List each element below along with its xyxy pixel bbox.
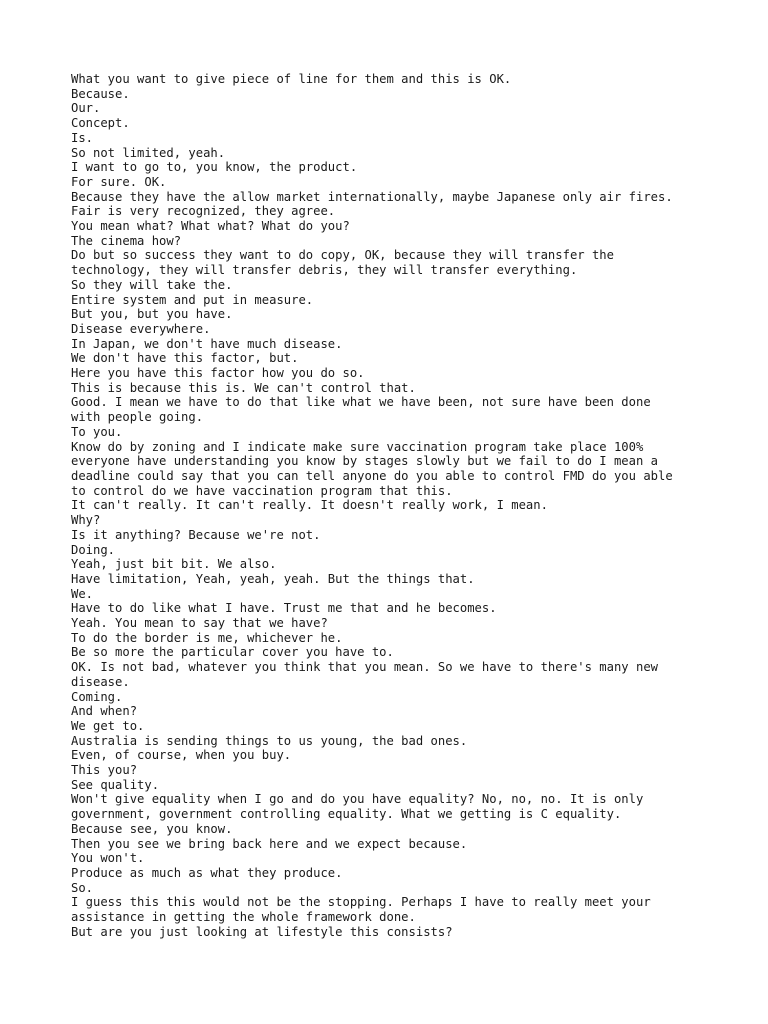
transcript-line: See quality. bbox=[71, 777, 160, 792]
transcript-line: Know do by zoning and I indicate make sure vaccination program take place 100% bbox=[71, 439, 644, 454]
transcript-line: Is it anything? Because we're not. bbox=[71, 527, 321, 542]
transcript-line: Produce as much as what they produce. bbox=[71, 865, 343, 880]
transcript-line: The cinema how? bbox=[71, 233, 182, 248]
transcript-line: But you, but you have. bbox=[71, 307, 233, 322]
transcript-line: So. bbox=[71, 880, 94, 895]
transcript-line: Yeah, just bit bit. We also. bbox=[71, 557, 277, 572]
transcript-line: with people going. bbox=[71, 410, 204, 425]
transcript-line: to control do we have vaccination program that this. bbox=[71, 483, 453, 498]
transcript-line: To do the border is me, whichever he. bbox=[71, 630, 343, 645]
transcript-line: Even, of course, when you buy. bbox=[71, 748, 292, 763]
transcript-line: Have to do like what I have. Trust me that and he becomes. bbox=[71, 601, 497, 616]
transcript-line: deadline could say that you can tell anyone do you able to control FMD do you able bbox=[71, 468, 673, 483]
transcript-line: Is. bbox=[71, 130, 94, 145]
transcript-line: You mean what? What what? What do you? bbox=[71, 219, 350, 234]
transcript-text bbox=[71, 72, 711, 939]
transcript-line: In Japan, we don't have much disease. bbox=[71, 336, 343, 351]
transcript-line: But are you just looking at lifestyle this consists? bbox=[71, 924, 453, 939]
transcript-line: We don't have this factor, but. bbox=[71, 351, 299, 366]
transcript-line: We get to. bbox=[71, 718, 145, 733]
transcript-line: It can't really. It can't really. It doesn't really work, I mean. bbox=[71, 498, 548, 513]
transcript-line: I want to go to, you know, the product. bbox=[71, 160, 358, 175]
transcript-line: This you? bbox=[71, 763, 138, 778]
transcript-line: Fair is very recognized, they agree. bbox=[71, 204, 336, 219]
transcript-line: Because. bbox=[71, 86, 130, 101]
transcript-line: Entire system and put in measure. bbox=[71, 292, 314, 307]
transcript-line: Disease everywhere. bbox=[71, 321, 211, 336]
transcript-line: We. bbox=[71, 586, 94, 601]
transcript-line: OK. Is not bad, whatever you think that you mean. So we have to there's many new bbox=[71, 660, 658, 675]
transcript-line: Be so more the particular cover you have to. bbox=[71, 645, 394, 660]
transcript-line: Our. bbox=[71, 101, 101, 116]
transcript-line: Coming. bbox=[71, 689, 123, 704]
transcript-line: And when? bbox=[71, 704, 138, 719]
transcript-line: disease. bbox=[71, 674, 130, 689]
transcript-line: assistance in getting the whole framework done. bbox=[71, 910, 416, 925]
transcript-line: Doing. bbox=[71, 542, 116, 557]
transcript-line: Won't give equality when I go and do you have equality? No, no, no. It is only bbox=[71, 792, 644, 807]
transcript-line: Australia is sending things to us young, the bad ones. bbox=[71, 733, 468, 748]
transcript-line: Yeah. You mean to say that we have? bbox=[71, 616, 328, 631]
transcript-line: This is because this is. We can't control that. bbox=[71, 380, 416, 395]
transcript-line: Good. I mean we have to do that like what we have been, not sure have been done bbox=[71, 395, 651, 410]
transcript-line: To you. bbox=[71, 424, 123, 439]
transcript-line: So they will take the. bbox=[71, 277, 233, 292]
transcript-line: I guess this this would not be the stopping. Perhaps I have to really meet your bbox=[71, 895, 651, 910]
transcript-line: Because see, you know. bbox=[71, 821, 233, 836]
transcript-line: Then you see we bring back here and we expect because. bbox=[71, 836, 468, 851]
transcript-line: government, government controlling equality. What we getting is C equality. bbox=[71, 807, 622, 822]
transcript-line: You won't. bbox=[71, 851, 145, 866]
transcript-line: Concept. bbox=[71, 116, 130, 131]
transcript-line: Here you have this factor how you do so. bbox=[71, 366, 365, 381]
transcript-line: Because they have the allow market internationally, maybe Japanese only air fires. bbox=[71, 189, 673, 204]
transcript-line: For sure. OK. bbox=[71, 174, 167, 189]
transcript-line: technology, they will transfer debris, they will transfer everything. bbox=[71, 263, 578, 278]
transcript-line: everyone have understanding you know by stages slowly but we fail to do I mean a bbox=[71, 454, 658, 469]
transcript-line: Why? bbox=[71, 513, 101, 528]
transcript-line: Have limitation, Yeah, yeah, yeah. But the things that. bbox=[71, 571, 475, 586]
transcript-line: Do but so success they want to do copy, OK, because they will transfer the bbox=[71, 248, 614, 263]
transcript-line: So not limited, yeah. bbox=[71, 145, 226, 160]
transcript-line: What you want to give piece of line for them and this is OK. bbox=[71, 72, 512, 86]
